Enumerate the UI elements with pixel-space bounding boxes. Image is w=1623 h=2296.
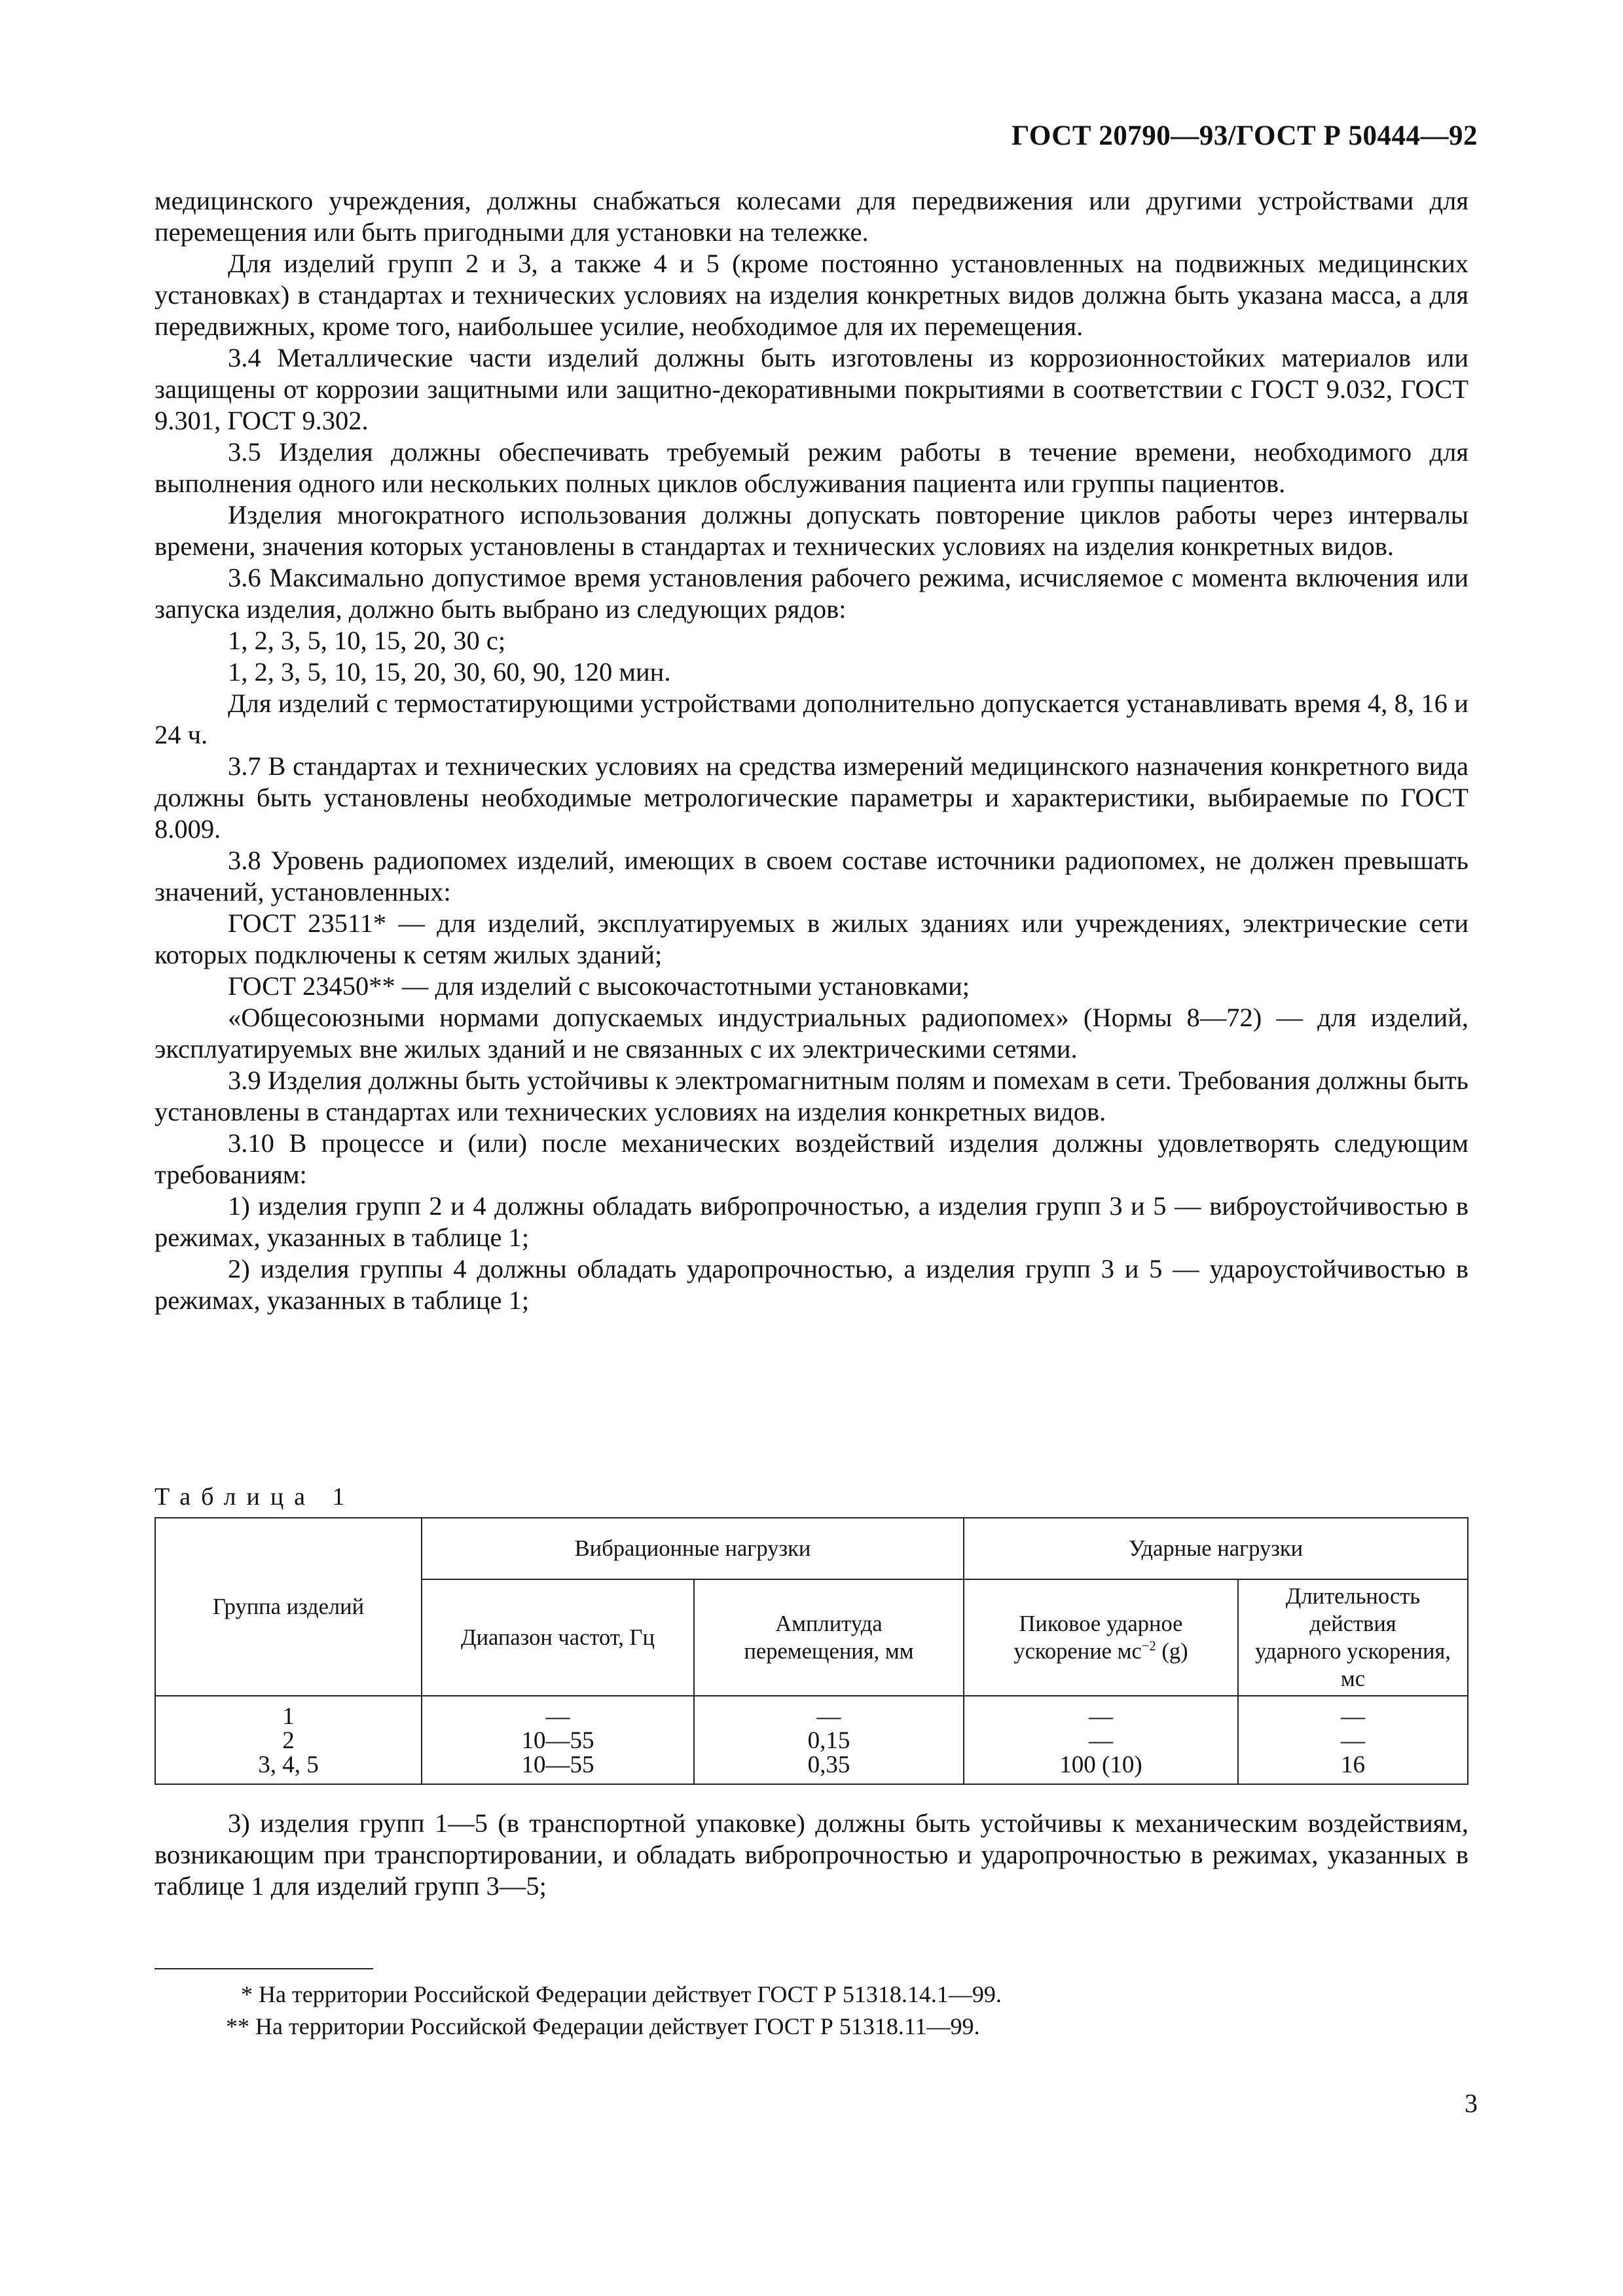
table-1 [155, 1517, 1468, 1785]
footnote-2: ** На территории Российской Федерации действует ГОСТ Р 51318.11—99. [226, 2013, 980, 2039]
column-group: 1 2 3, 4, 5 [155, 1696, 422, 1784]
paragraph: медицинского учреждения, должны снабжаться колесами для передвижения или другими устройствами для перемещения или быть пригодными для установки на тележке. [155, 186, 1468, 247]
column-duration: — — 16 [1238, 1696, 1468, 1784]
page-number: 3 [1465, 2089, 1478, 2118]
series-minutes: 1, 2, 3, 5, 10, 15, 20, 30, 60, 90, 120 мин. [228, 657, 671, 687]
after-table-text [155, 1808, 1468, 1902]
paragraph-3-4: 3.4 Металлические части изделий должны быть изготовлены из коррозионностойких материалов или защищены от коррозии защитными или защитно-декоративными покрытиями в соответствии с ГОСТ 9.032, ГОСТ 9.301, ГОСТ 9.302. [155, 343, 1468, 435]
paragraph-3-8: 3.8 Уровень радиопомех изделий, имеющих в своем составе источники радиопомех, не должен превышать значений, установленных: [155, 846, 1468, 906]
paragraph: ГОСТ 23511* — для изделий, эксплуатируемых в жилых зданиях или учреждениях, электрические сети которых подключены к сетям жилых зданий; [155, 908, 1468, 969]
header-vibration: Вибрационные нагрузки [422, 1518, 964, 1579]
series-seconds: 1, 2, 3, 5, 10, 15, 20, 30 с; [228, 626, 506, 655]
paragraph-3-9: 3.9 Изделия должны быть устойчивы к электромагнитным полям и помехам в сети. Требования должны быть установлены в стандартах или технических условиях на изделия конкретных видов. [155, 1066, 1468, 1126]
header-frequency: Диапазон частот, Гц [422, 1579, 694, 1696]
column-amplitude: — 0,15 0,35 [694, 1696, 964, 1784]
header-group: Группа изделий [155, 1518, 422, 1696]
body-text [155, 185, 1468, 1316]
paragraph-3-5: 3.5 Изделия должны обеспечивать требуемый режим работы в течение времени, необходимого для выполнения одного или нескольких полных циклов обслуживания пациента или группы пациентов. [155, 437, 1468, 498]
list-item: 1) изделия групп 2 и 4 должны обладать вибропрочностью, а изделия групп 3 и 5 — виброустойчивостью в режимах, указанных в таблице 1; [155, 1191, 1468, 1252]
page-header: ГОСТ 20790—93/ГОСТ Р 50444—92 [1012, 120, 1478, 151]
paragraph: Для изделий групп 2 и 3, а также 4 и 5 (кроме постоянно установленных на подвижных медицинских установках) в стандартах и технических условиях на изделия конкретных видов должна быть указана масса, а для передвижных, кроме того, наибольшее усилие, необходимое для их перемещения. [155, 249, 1468, 341]
list-item: 3) изделия групп 1—5 (в транспортной упаковке) должны быть устойчивы к механическим воздействиям, возникающим при транспортировании, и обладать вибропрочностью и ударопрочностью в режимах, указанных в таблице 1 для изделий групп 3—5; [155, 1808, 1468, 1901]
paragraph: ГОСТ 23450** — для изделий с высокочастотными установками; [228, 971, 970, 1001]
table-caption: Таблица 1 [155, 1483, 356, 1511]
footnote-1: * На территории Российской Федерации действует ГОСТ Р 51318.14.1—99. [241, 1981, 1002, 2007]
column-peak-acceleration: — — 100 (10) [964, 1696, 1238, 1784]
paragraph-3-7: 3.7 В стандартах и технических условиях на средства измерений медицинского назначения конкретного вида должны быть установлены необходимые метрологические параметры и характеристики, выбираемые по ГОСТ 8.009. [155, 751, 1468, 844]
column-frequency: — 10—55 10—55 [422, 1696, 694, 1784]
header-shock: Ударные нагрузки [964, 1518, 1468, 1579]
paragraph: Изделия многократного использования должны допускать повторение циклов работы через интервалы времени, значения которых установлены в стандартах и технических условиях на изделия конкретных видов. [155, 500, 1468, 561]
paragraph-3-10: 3.10 В процессе и (или) после механических воздействий изделия должны удовлетворять следующим требованиям: [155, 1128, 1468, 1189]
footnote-separator [155, 1968, 373, 1969]
paragraph-3-6: 3.6 Максимально допустимое время установления рабочего режима, исчисляемое с момента включения или запуска изделия, должно быть выбрано из следующих рядов: [155, 563, 1468, 624]
header-amplitude: Амплитуда перемещения, мм [694, 1579, 964, 1696]
paragraph: Для изделий с термостатирующими устройствами дополнительно допускается устанавливать время 4, 8, 16 и 24 ч. [155, 689, 1468, 749]
list-item: 2) изделия группы 4 должны обладать ударопрочностью, а изделия групп 3 и 5 — ударoустойчивостью в режимах, указанных в таблице 1; [155, 1254, 1468, 1315]
paragraph: «Общесоюзными нормами допускаемых индустриальных радиопомех» (Нормы 8—72) — для изделий, эксплуатируемых вне жилых зданий и не связанных с их электрическими сетями. [155, 1003, 1468, 1064]
header-peak-acceleration: Пиковое ударное ускорение $мс^{-2}$ (g) [964, 1579, 1238, 1696]
header-duration: Длительность действия ударного ускорения, мс [1238, 1579, 1468, 1696]
